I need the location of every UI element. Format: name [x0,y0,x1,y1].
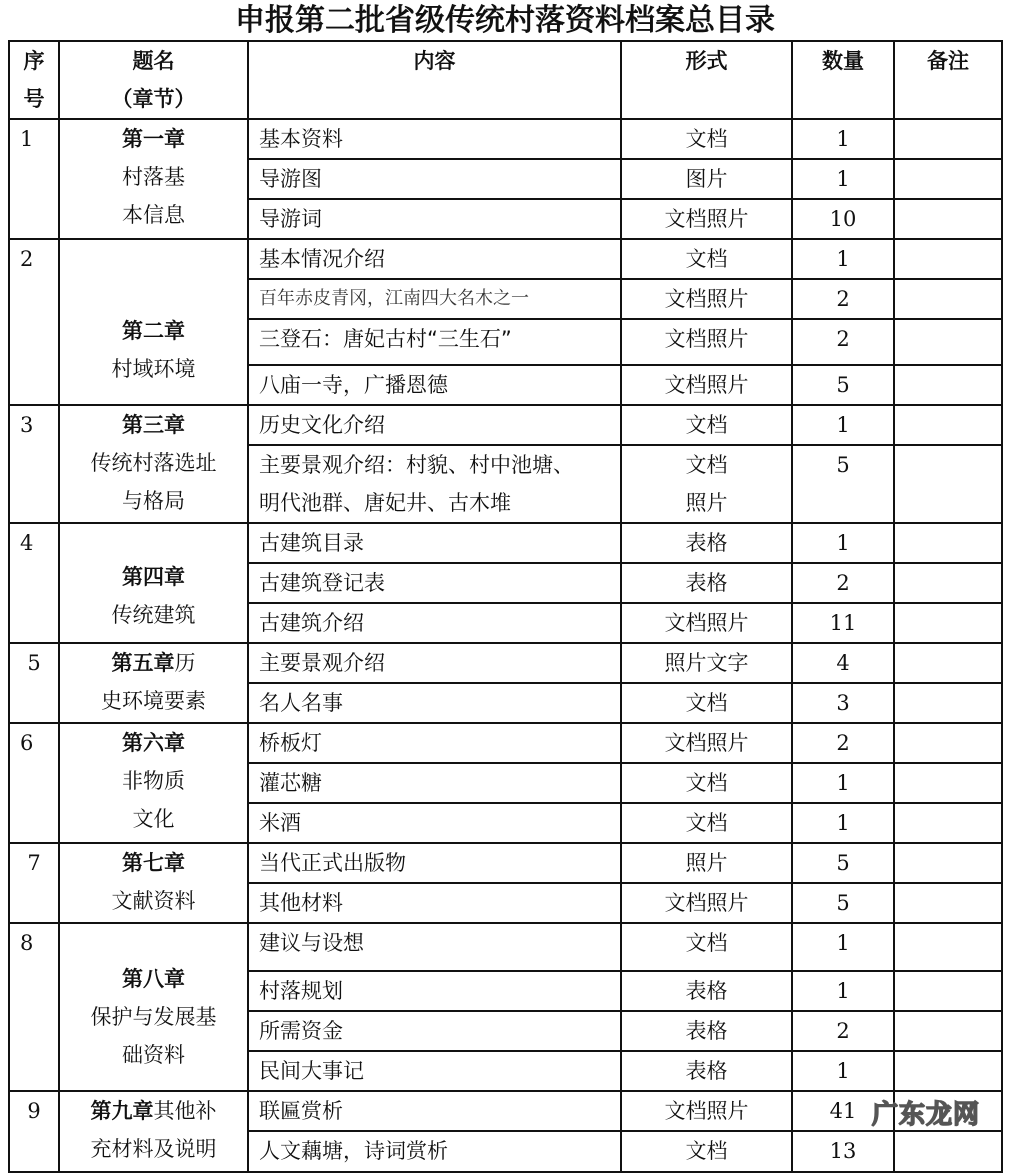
quantity-cell: 2 [792,279,894,319]
content-cell: 联匾赏析 [248,1091,621,1131]
chapter-cell: 第五章历 史环境要素 [59,643,248,723]
table-row [9,1091,1002,1131]
quantity-cell: 11 [792,603,894,643]
seq-cell: 4 [9,523,59,643]
seq-cell: 2 [9,239,59,405]
content-cell: 历史文化介绍 [248,405,621,445]
note-cell [894,883,1002,923]
seq-cell: 6 [9,723,59,843]
content-cell: 其他材料 [248,883,621,923]
form-cell: 文档 [621,405,792,445]
form-cell: 文档 [621,239,792,279]
note-cell [894,723,1002,763]
content-cell: 基本资料 [248,119,621,159]
quantity-cell: 1 [792,923,894,971]
quantity-cell: 1 [792,1051,894,1091]
content-cell: 当代正式出版物 [248,843,621,883]
form-cell: 表格 [621,971,792,1011]
form-cell: 照片 [621,843,792,883]
note-cell [894,319,1002,365]
quantity-cell: 1 [792,405,894,445]
note-cell [894,365,1002,405]
table-row [9,239,1002,279]
content-cell: 三登石：唐妃古村“三生石” [248,319,621,365]
form-cell: 文档照片 [621,319,792,365]
note-cell [894,445,1002,523]
quantity-cell: 10 [792,199,894,239]
form-cell: 表格 [621,1011,792,1051]
chapter-cell: 第三章 传统村落选址 与格局 [59,405,248,523]
content-cell: 导游图 [248,159,621,199]
chapter-cell: 第七章 文献资料 [59,843,248,923]
seq-cell: 5 [9,643,59,723]
note-cell [894,119,1002,159]
table-row [9,523,1002,563]
quantity-cell: 1 [792,803,894,843]
chapter-cell: 第九章其他补 充材料及说明 [59,1091,248,1172]
chapter-cell: 第一章 村落基 本信息 [59,119,248,239]
note-cell [894,603,1002,643]
quantity-cell: 2 [792,563,894,603]
note-cell [894,803,1002,843]
content-cell: 建议与设想 [248,923,621,971]
content-cell: 民间大事记 [248,1051,621,1091]
form-cell: 文档 [621,803,792,843]
note-cell [894,199,1002,239]
chapter-cell: 第六章 非物质 文化 [59,723,248,843]
table-row [9,643,1002,683]
note-cell [894,643,1002,683]
chapter-cell: 第四章 传统建筑 [59,523,248,643]
content-cell: 八庙一寺，广播恩德 [248,365,621,405]
header-seq: 序号 [9,41,59,119]
quantity-cell: 1 [792,763,894,803]
quantity-cell: 3 [792,683,894,723]
note-cell [894,923,1002,971]
form-cell: 文档照片 [621,883,792,923]
table-row [9,923,1002,971]
header-form: 形式 [621,41,792,119]
form-cell: 文档照片 [621,279,792,319]
content-cell: 古建筑登记表 [248,563,621,603]
quantity-cell: 5 [792,883,894,923]
note-cell [894,1011,1002,1051]
form-cell: 文档 [621,763,792,803]
form-cell: 文档照片 [621,199,792,239]
seq-cell: 3 [9,405,59,523]
note-cell [894,843,1002,883]
note-cell [894,239,1002,279]
archive-catalog-table [8,40,1003,1173]
form-cell: 图片 [621,159,792,199]
note-cell [894,405,1002,445]
quantity-cell: 2 [792,1011,894,1051]
form-cell: 文档 [621,1131,792,1172]
quantity-cell: 13 [792,1131,894,1172]
seq-cell: 1 [9,119,59,239]
form-cell: 文档 [621,683,792,723]
content-cell: 桥板灯 [248,723,621,763]
watermark-logo: 广东龙网 [872,1100,981,1130]
note-cell [894,763,1002,803]
quantity-cell: 5 [792,843,894,883]
form-cell: 文档照片 [621,723,792,763]
table-row [9,723,1002,763]
quantity-cell: 5 [792,445,894,523]
quantity-cell: 1 [792,971,894,1011]
header-content: 内容 [248,41,621,119]
quantity-cell: 1 [792,119,894,159]
content-cell: 名人名事 [248,683,621,723]
content-cell: 主要景观介绍 [248,643,621,683]
table-row [9,843,1002,883]
document-title: 申报第二批省级传统村落资料档案总目录 [235,3,775,38]
note-cell [894,971,1002,1011]
form-cell: 文档 [621,923,792,971]
table-row [9,405,1002,445]
seq-cell: 7 [9,843,59,923]
form-cell: 文档照片 [621,365,792,405]
form-cell: 文档照片 [621,1091,792,1131]
form-cell: 文档 照片 [621,445,792,523]
content-cell: 灌芯糖 [248,763,621,803]
note-cell [894,683,1002,723]
content-cell: 所需资金 [248,1011,621,1051]
quantity-cell: 41 [792,1091,894,1131]
seq-cell: 8 [9,923,59,1091]
header-row [9,41,1002,119]
form-cell: 表格 [621,1051,792,1091]
table-row [9,119,1002,159]
note-cell [894,279,1002,319]
header-quantity: 数量 [792,41,894,119]
content-cell: 村落规划 [248,971,621,1011]
note-cell [894,1051,1002,1091]
quantity-cell: 5 [792,365,894,405]
note-cell [894,1131,1002,1172]
chapter-cell: 第八章 保护与发展基 础资料 [59,923,248,1091]
form-cell: 表格 [621,523,792,563]
content-cell: 米酒 [248,803,621,843]
content-cell: 基本情况介绍 [248,239,621,279]
quantity-cell: 1 [792,159,894,199]
content-cell: 导游词 [248,199,621,239]
form-cell: 表格 [621,563,792,603]
quantity-cell: 2 [792,723,894,763]
quantity-cell: 2 [792,319,894,365]
chapter-cell: 第二章 村域环境 [59,239,248,405]
form-cell: 照片文字 [621,643,792,683]
note-cell [894,563,1002,603]
quantity-cell: 1 [792,523,894,563]
quantity-cell: 1 [792,239,894,279]
content-cell: 古建筑目录 [248,523,621,563]
form-cell: 文档照片 [621,603,792,643]
note-cell [894,159,1002,199]
seq-cell: 9 [9,1091,59,1172]
form-cell: 文档 [621,119,792,159]
content-cell: 古建筑介绍 [248,603,621,643]
header-chapter: 题名 （章节） [59,41,248,119]
content-cell: 人文藕塘，诗词赏析 [248,1131,621,1172]
header-note: 备注 [894,41,1002,119]
quantity-cell: 4 [792,643,894,683]
note-cell [894,523,1002,563]
content-cell: 主要景观介绍：村貌、村中池塘、 明代池群、唐妃井、古木堆 [248,445,621,523]
content-cell: 百年赤皮青冈，江南四大名木之一 [248,279,621,319]
